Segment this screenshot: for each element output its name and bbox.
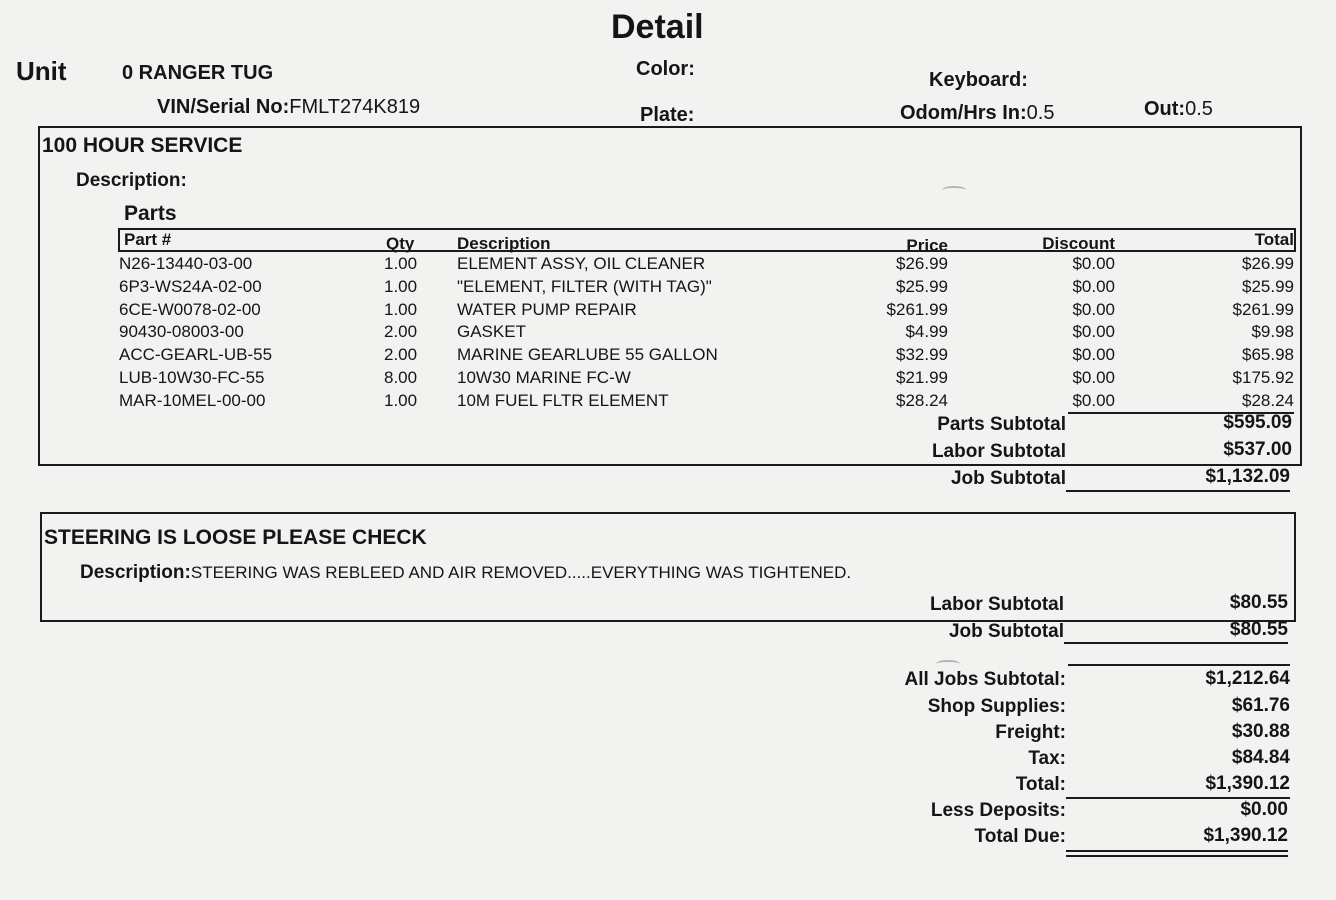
job-2-subtotal-value: $80.55 [1229, 619, 1288, 640]
job-1-subtotal-label: Job Subtotal [950, 468, 1066, 489]
discount: $0.00 [1072, 254, 1115, 273]
col-qty-header: Qty [386, 234, 415, 253]
unit-label: Unit [16, 56, 67, 86]
job-2-subtotal-rule [1064, 642, 1288, 644]
table-row [0, 322, 1336, 344]
page-title: Detail [611, 8, 704, 46]
less-deposits-value: $0.00 [1240, 799, 1288, 820]
paper-mark [942, 186, 966, 194]
labor-subtotal-value: $537.00 [1223, 439, 1292, 460]
table-row [0, 300, 1336, 322]
part-number: MAR-10MEL-00-00 [119, 391, 266, 410]
vin-label: VIN/Serial No: [157, 96, 290, 118]
col-description-header: Description [457, 234, 551, 253]
part-number: 90430-08003-00 [119, 322, 244, 341]
description: ELEMENT ASSY, OIL CLEANER [457, 254, 706, 273]
parts-header-row [0, 230, 1336, 255]
tax-value: $84.84 [1231, 747, 1290, 768]
shop-supplies-value: $61.76 [1231, 695, 1290, 716]
part-number: ACC-GEARL-UB-55 [119, 345, 273, 364]
qty: 1.00 [384, 254, 418, 273]
vin-field [157, 96, 420, 119]
shop-supplies-label: Shop Supplies: [927, 696, 1066, 717]
odom-value: 0.5 [1026, 102, 1055, 124]
description: "ELEMENT, FILTER (WITH TAG)" [457, 277, 712, 296]
unit-value: 0 RANGER TUG [122, 62, 274, 84]
qty: 2.00 [384, 345, 418, 364]
job-1-description-label: Description: [76, 170, 187, 191]
totals-top-rule [1068, 664, 1290, 666]
qty: 1.00 [384, 391, 418, 410]
price: $4.99 [905, 322, 948, 341]
job-2-labor-value: $80.55 [1229, 592, 1288, 613]
out-field [1144, 98, 1213, 121]
all-jobs-subtotal-value: $1,212.64 [1205, 668, 1290, 689]
out-value: 0.5 [1185, 98, 1213, 120]
discount: $0.00 [1072, 391, 1115, 410]
job-2-description-value: STEERING WAS REBLEED AND AIR REMOVED.....EVERYTHING WAS TIGHTENED. [190, 563, 852, 582]
description: GASKET [457, 322, 526, 341]
price: $32.99 [896, 345, 948, 364]
description: MARINE GEARLUBE 55 GALLON [457, 345, 718, 364]
tax-label: Tax: [1028, 748, 1066, 769]
col-discount-header: Discount [1042, 234, 1115, 253]
description: 10M FUEL FLTR ELEMENT [457, 391, 669, 410]
discount: $0.00 [1072, 368, 1115, 387]
line-total: $26.99 [1242, 254, 1294, 273]
parts-subtotal-label: Parts Subtotal [937, 414, 1066, 435]
part-number: N26-13440-03-00 [119, 254, 253, 273]
table-row [0, 254, 1336, 276]
odom-label: Odom/Hrs In: [900, 102, 1027, 124]
job-1-subtotal-rule [1066, 490, 1290, 492]
job-2-description [80, 562, 851, 584]
description: 10W30 MARINE FC-W [457, 368, 631, 387]
plate-label: Plate: [640, 104, 695, 126]
qty: 8.00 [384, 368, 418, 387]
job-1-title: 100 HOUR SERVICE [42, 134, 243, 157]
price: $261.99 [886, 300, 948, 319]
price: $26.99 [896, 254, 948, 273]
total-due-rule-2 [1066, 855, 1288, 857]
table-row [0, 345, 1336, 367]
odom-field [900, 102, 1054, 125]
total-due-label: Total Due: [974, 826, 1066, 847]
job-2-subtotal-label: Job Subtotal [948, 621, 1064, 642]
total-due-value: $1,390.12 [1203, 825, 1288, 846]
qty: 1.00 [384, 277, 418, 296]
parts-heading: Parts [124, 202, 177, 225]
line-total: $65.98 [1242, 345, 1294, 364]
job-1-subtotal-value: $1,132.09 [1205, 466, 1290, 487]
job-2-description-label: Description: [80, 562, 191, 583]
discount: $0.00 [1072, 345, 1115, 364]
keyboard-label: Keyboard: [929, 69, 1028, 91]
col-part-header: Part # [124, 230, 172, 249]
line-total: $28.24 [1242, 391, 1294, 410]
part-number: LUB-10W30-FC-55 [119, 368, 265, 387]
job-2-title: STEERING IS LOOSE PLEASE CHECK [44, 526, 427, 549]
all-jobs-subtotal-label: All Jobs Subtotal: [904, 669, 1066, 690]
price: $21.99 [896, 368, 948, 387]
labor-subtotal-label: Labor Subtotal [931, 441, 1066, 462]
table-row [0, 277, 1336, 299]
table-row [0, 391, 1336, 413]
paper-mark [936, 660, 960, 668]
color-label: Color: [636, 58, 695, 80]
total-label: Total: [1015, 774, 1066, 795]
line-total: $9.98 [1251, 322, 1294, 341]
part-number: 6P3-WS24A-02-00 [119, 277, 262, 296]
part-number: 6CE-W0078-02-00 [119, 300, 261, 319]
freight-value: $30.88 [1231, 721, 1290, 742]
col-total-header: Total [1254, 230, 1294, 249]
total-value: $1,390.12 [1205, 773, 1290, 794]
qty: 1.00 [384, 300, 418, 319]
discount: $0.00 [1072, 300, 1115, 319]
price: $25.99 [896, 277, 948, 296]
table-row [0, 368, 1336, 390]
line-total: $25.99 [1242, 277, 1294, 296]
description: WATER PUMP REPAIR [457, 300, 637, 319]
qty: 2.00 [384, 322, 418, 341]
line-total: $175.92 [1232, 368, 1294, 387]
freight-label: Freight: [995, 722, 1066, 743]
vin-value: FMLT274K819 [289, 96, 421, 118]
parts-subtotal-value: $595.09 [1223, 412, 1292, 433]
less-deposits-label: Less Deposits: [930, 800, 1066, 821]
discount: $0.00 [1072, 322, 1115, 341]
discount: $0.00 [1072, 277, 1115, 296]
price: $28.24 [896, 391, 948, 410]
line-total: $261.99 [1232, 300, 1294, 319]
col-price-header: Price [906, 236, 948, 255]
job-2-labor-label: Labor Subtotal [929, 594, 1064, 615]
out-label: Out: [1144, 98, 1186, 120]
total-due-rule-1 [1066, 850, 1288, 852]
